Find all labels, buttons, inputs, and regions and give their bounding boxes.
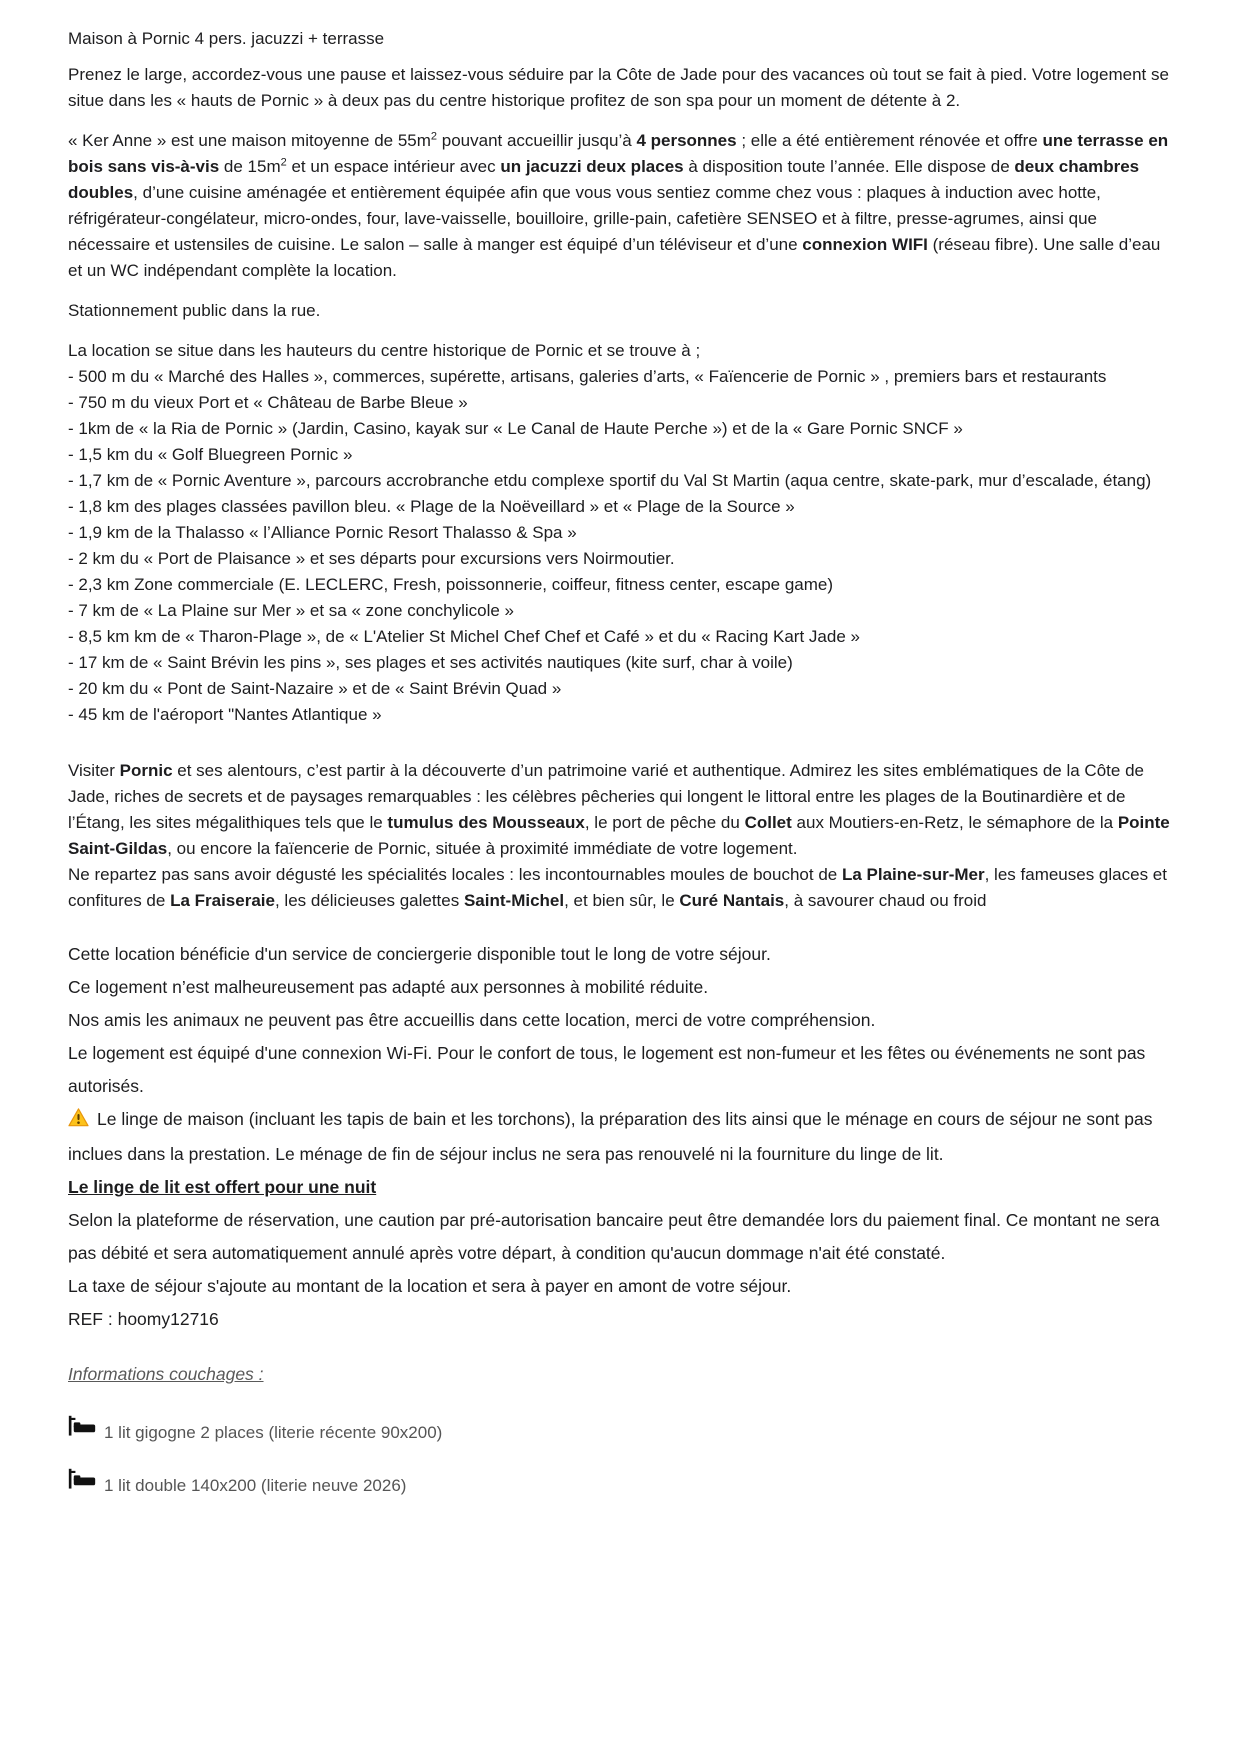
bold-text: Collet <box>744 813 792 832</box>
text-segment: de 15m <box>219 157 281 176</box>
conditions-list <box>68 938 1174 1103</box>
page-title: Maison à Pornic 4 pers. jacuzzi + terrasse <box>68 29 385 48</box>
text-segment: Prenez le large, accordez-vous une pause et laissez-vous séduire par la Côte de Jade pour des vacances où tout se fait à pied. Votre logement se situe dans les « hauts de Pornic » à deux pas du centre historique profitez de son spa pour un moment de détente à 2. <box>68 65 1169 110</box>
text-segment: pouvant accueillir jusqu’à <box>437 131 637 150</box>
tax-paragraph: La taxe de séjour s'ajoute au montant de la location et sera à payer en amont de votre séjour. <box>68 1276 792 1296</box>
text-segment: aux Moutiers-en-Retz, le sémaphore de la <box>791 813 1118 832</box>
bold-text: La Fraiseraie <box>170 891 275 910</box>
text-segment: à disposition toute l’année. Elle dispose de <box>683 157 1015 176</box>
text-segment: Ne repartez pas sans avoir dégusté les spécialités locales : les incontournables moules de bouchot de <box>68 865 842 884</box>
distance-item: - 45 km de l'aéroport "Nantes Atlantique » <box>68 705 382 724</box>
deposit-paragraph: Selon la plateforme de réservation, une caution par pré-autorisation bancaire peut être demandée lors du paiement final. Ce montant ne sera pas débité et sera automatiquement annulé après votre départ, à condition qu'aucun dommage n'ait été constaté. <box>68 1210 1160 1263</box>
distance-item: - 7 km de « La Plaine sur Mer » et sa « zone conchylicole » <box>68 601 515 620</box>
bold-text: La Plaine-sur-Mer <box>841 865 985 884</box>
warning-paragraph <box>68 1103 1174 1171</box>
distance-item: - 1,5 km du « Golf Bluegreen Pornic » <box>68 445 353 464</box>
text-segment: et un espace intérieur avec <box>286 157 501 176</box>
distance-item: - 17 km de « Saint Brévin les pins », ses plages et ses activités nautiques (kite surf, char à voile) <box>68 653 793 672</box>
text-segment: , les fameuses glaces et confitures de <box>68 865 1167 910</box>
description-paragraph <box>68 128 1174 284</box>
text-segment: et ses alentours, c’est partir à la découverte d’un patrimoine varié et authentique. Admirez les sites emblématiques de la Côte de Jade, riches de secrets et de paysages remarquables : les célèbres pêcheries qui longent le littoral entre les plages de la Boutinardière et de l’Étang, les sites mégalithiques tels que le <box>68 761 1144 832</box>
distance-item: - 2,3 km Zone commerciale (E. LECLERC, Fresh, poissonnerie, coiffeur, fitness center, escape game) <box>68 575 834 594</box>
bed-label: 1 lit gigogne 2 places (literie récente 90x200) <box>104 1423 443 1442</box>
bold-text: une terrasse en bois sans vis-à-vis <box>68 131 1169 176</box>
distance-item: - 1,7 km de « Pornic Aventure », parcours accrobranche etdu complexe sportif du Val St Martin (aqua centre, skate-park, mur d’escalade, étang) <box>68 471 1152 490</box>
text-segment: Visiter <box>68 761 120 780</box>
upper-section <box>68 62 1174 914</box>
text-segment: « Ker Anne » est une maison mitoyenne de 55m <box>68 131 431 150</box>
spacer <box>68 742 1174 758</box>
bed-list-item <box>68 1415 1174 1444</box>
bold-text: deux chambres doubles <box>68 157 1140 202</box>
text-segment: , et bien sûr, le <box>564 891 680 910</box>
distance-list <box>68 364 1174 728</box>
distance-item: - 500 m du « Marché des Halles », commerces, supérette, artisans, galeries d’arts, « Faïencerie de Pornic » , premiers bars et restaurants <box>68 367 1107 386</box>
location-block <box>68 338 1174 728</box>
linen-offer-heading: Le linge de lit est offert pour une nuit <box>68 1177 377 1197</box>
distance-item: - 1,9 km de la Thalasso « l’Alliance Pornic Resort Thalasso & Spa » <box>68 523 577 542</box>
parking-paragraph: Stationnement public dans la rue. <box>68 301 321 320</box>
bold-text: Curé Nantais <box>679 891 785 910</box>
text-segment: , à savourer chaud ou froid <box>784 891 987 910</box>
condition-line: Nos amis les animaux ne peuvent pas être accueillis dans cette location, merci de votre compréhension. <box>68 1010 876 1030</box>
warning-triangle-icon <box>68 1105 89 1138</box>
bold-text: 4 personnes <box>636 131 737 150</box>
text-segment: 2 <box>430 130 438 143</box>
condition-line: Ce logement n’est malheureusement pas adapté aux personnes à mobilité réduite. <box>68 977 709 997</box>
text-segment: ; elle a été entièrement rénovée et offre <box>736 131 1043 150</box>
intro-paragraph <box>68 62 1174 114</box>
distance-item: - 2 km du « Port de Plaisance » et ses départs pour excursions vers Noirmoutier. <box>68 549 675 568</box>
distance-item: - 20 km du « Pont de Saint-Nazaire » et de « Saint Brévin Quad » <box>68 679 562 698</box>
distance-item: - 750 m du vieux Port et « Château de Barbe Bleue » <box>68 393 468 412</box>
distance-item: - 1km de « la Ria de Pornic » (Jardin, Casino, kayak sur « Le Canal de Haute Perche ») et de la « Gare Pornic SNCF » <box>68 419 963 438</box>
location-intro: La location se situe dans les hauteurs du centre historique de Pornic et se trouve à ; <box>68 341 701 360</box>
text-segment: , ou encore la faïencerie de Pornic, située à proximité immédiate de votre logement. <box>167 839 798 858</box>
condition-line: Cette location bénéficie d'un service de conciergerie disponible tout le long de votre séjour. <box>68 944 771 964</box>
bed-icon <box>68 1415 96 1444</box>
distance-item: - 8,5 km km de « Tharon-Plage », de « L'Atelier St Michel Chef Chef et Café » et du « Racing Kart Jade » <box>68 627 860 646</box>
condition-line: Le logement est équipé d'une connexion Wi-Fi. Pour le confort de tous, le logement est non-fumeur et les fêtes ou événements ne sont pas autorisés. <box>68 1043 1146 1096</box>
bold-text: Saint-Michel <box>463 891 565 910</box>
bed-list <box>68 1415 1174 1497</box>
lower-section <box>68 938 1174 1497</box>
text-segment: , d’une cuisine aménagée et entièrement équipée afin que vous vous sentiez comme chez vous : plaques à induction avec hotte, réfrigérateur-congélateur, micro-ondes, four, lave-vaisselle, bouilloire, grille-pain, cafetière SENSEO et à filtre, presse-agrumes, ainsi que nécessaire et ustensiles de cuisine. Le salon – salle à manger est équipé d’un téléviseur et d’une <box>68 183 1101 254</box>
text-segment: , le port de pêche du <box>584 813 745 832</box>
bold-text: un jacuzzi deux places <box>500 157 684 176</box>
bold-text: tumulus des Mousseaux <box>387 813 585 832</box>
text-segment: , les délicieuses galettes <box>274 891 464 910</box>
bed-icon <box>68 1468 96 1497</box>
text-segment: 2 <box>280 156 287 169</box>
warning-text: Le linge de maison (incluant les tapis de bain et les torchons), la préparation des lits ainsi que le ménage en cours de séjour ne sont pas inclues dans la prestation. Le ménage de fin de séjour inclus ne sera pas renouvelé ni la fourniture du linge de lit. <box>68 1109 1153 1164</box>
sleeping-info-title: Informations couchages : <box>68 1364 264 1384</box>
distance-item: - 1,8 km des plages classées pavillon bleu. « Plage de la Noëveillard » et « Plage de la Source » <box>68 497 795 516</box>
visit-paragraph <box>68 758 1174 914</box>
bold-text: connexion WIFI <box>802 235 928 254</box>
reference-line: REF : hoomy12716 <box>68 1309 219 1329</box>
bed-label: 1 lit double 140x200 (literie neuve 2026) <box>104 1476 407 1495</box>
text-segment: (réseau fibre). Une salle d’eau et un WC indépendant complète la location. <box>68 235 1161 280</box>
bold-text: Pointe Saint-Gildas <box>68 813 1170 858</box>
bold-text: Pornic <box>119 761 173 780</box>
bed-list-item <box>68 1468 1174 1497</box>
